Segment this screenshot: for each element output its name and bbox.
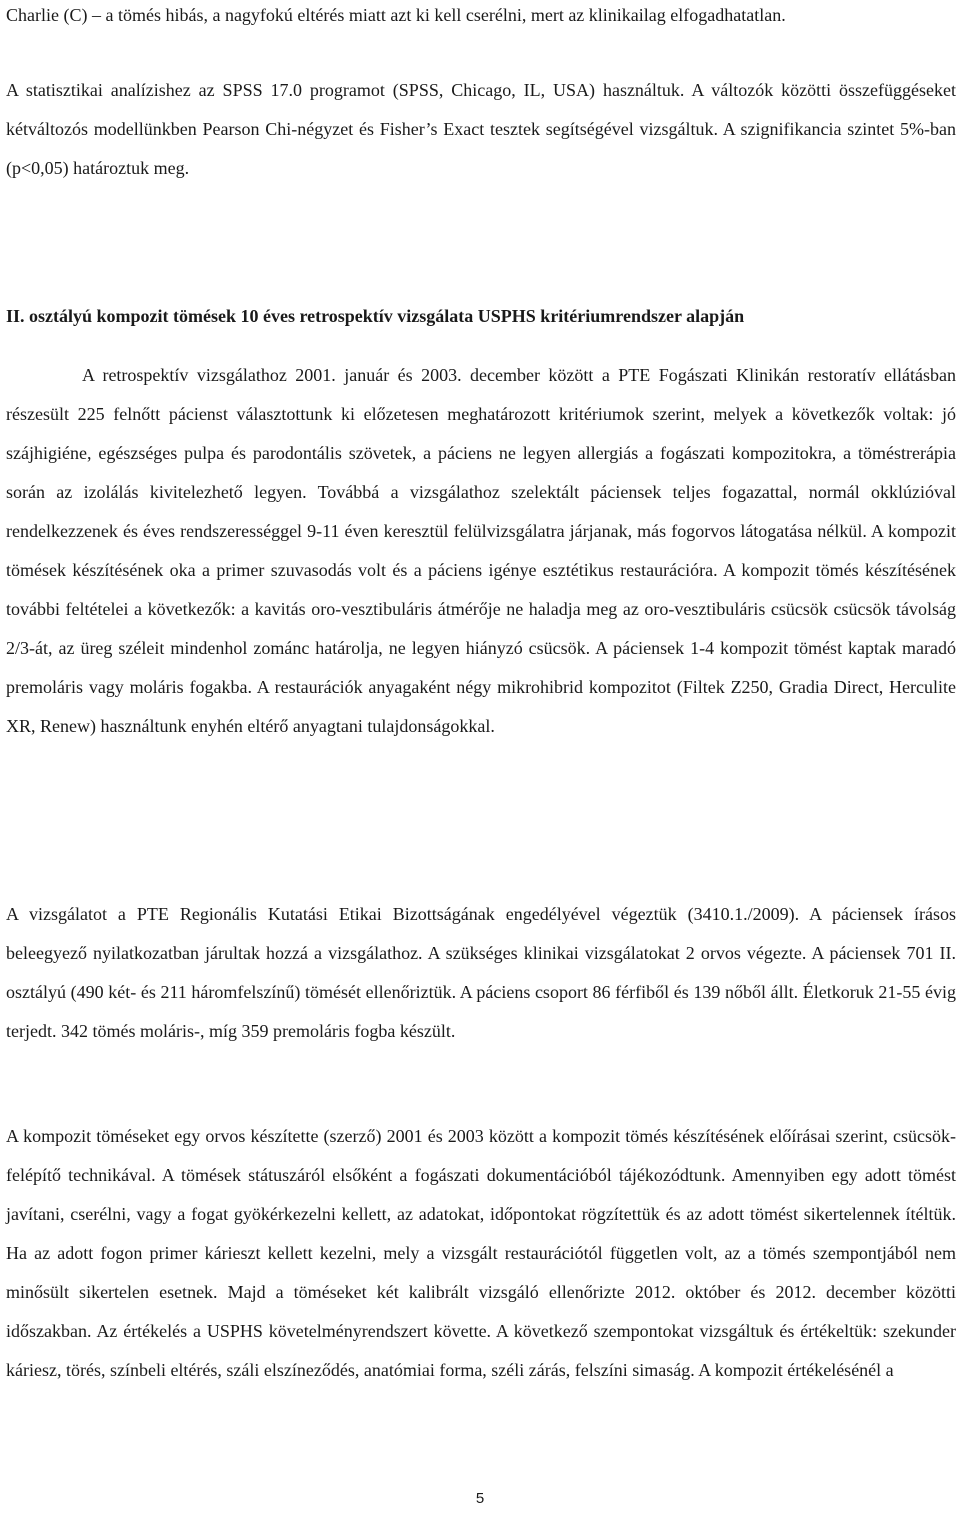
section-heading: II. osztályú kompozit tömések 10 éves retrospektív vizsgálata USPHS kritériumrendszer alapján [6,306,745,326]
paragraph-statistics: A statisztikai analízishez az SPSS 17.0 programot (SPSS, Chicago, IL, USA) használtuk. A változók közötti összefüggéseket kétváltozós modellünkben Pearson Chi-négyzet és Fisher’s Exact tesztek segítségével vizsgáltuk. A szignifikancia szintet 5%-ban (p<0,05) határoztuk meg. [6,80,956,178]
page-number: 5 [475,1490,485,1507]
paragraph-methods: A retrospektív vizsgálathoz 2001. január és 2003. december között a PTE Fogászati Klinikán restoratív ellátásban részesült 225 felnőtt pácienst választottunk ki előzetesen meghatározott kritériumok szerint, melyek a következők voltak: jó szájhigiéne, egészséges pulpa és parodontális szövetek, a páciens ne legyen allergiás a fogászati kompozitokra, a töméstrerápia során az izolálás kivitelezhető legyen. Továbbá a vizsgálathoz szelektált páciensek teljes fogazattal, normál okklúzióval rendelkezzenek és éves rendszerességgel 9-11 éven keresztül felülvizsgálatra járjanak, más fogorvos látogatása nélkül. A kompozit tömések készítésének oka a primer szuvasodás volt és a páciens igénye esztétikus restaurációra. A kompozit tömés készítésének további feltételei a következők: a kavitás oro-vesztibuláris átmérője ne haladja meg az oro-vesztibuláris csücsök csücsök távolság 2/3-át, az üreg széleit mindenhol zománc határolja, ne legyen hiányzó csücsök. A páciensek 1-4 kompozit tömést kaptak maradó premoláris vagy moláris fogakba. A restaurációk anyagaként négy mikrohibrid kompozitot (Filtek Z250, Gradia Direct, Herculite XR, Renew) használtunk enyhén eltérő anyagtani tulajdonságokkal. [6,365,956,736]
paragraph-charlie-criterion: Charlie (C) – a tömés hibás, a nagyfokú eltérés miatt azt ki kell cserélni, mert az klinikailag elfogadhatatlan. [6,5,786,25]
paragraph-evaluation: A kompozit töméseket egy orvos készítette (szerző) 2001 és 2003 között a kompozit tömés készítésének előírásai szerint, csücsök-felépítő technikával. A tömések státuszáról elsőként a fogászati dokumentációból tájékozódtunk. Amennyiben egy adott tömést javítani, cserélni, vagy a fogat gyökérkezelni kellett, az adatokat, időpontokat rögzítettük és az adott tömést sikertelennek ítéltük. Ha az adott fogon primer kárieszt kellett kezelni, mely a vizsgált restaurációtól független volt, az a tömés szempontjából nem minősült sikertelen esetnek. Majd a töméseket két kalibrált vizsgáló ellenőrizte 2012. október és 2012. december közötti időszakban. Az értékelés a USPHS követelményrendszert követte. A következő szempontokat vizsgáltuk és értékeltük: szekunder káriesz, törés, színbeli eltérés, száli elszíneződés, anatómiai forma, széli zárás, felszíni simaság. A kompozit értékelésénél a [6,1126,956,1380]
paragraph-ethics: A vizsgálatot a PTE Regionális Kutatási Etikai Bizottságának engedélyével végeztük (3410.1./2009). A páciensek írásos beleegyező nyilatkozatban járultak hozzá a vizsgálathoz. A szükséges klinikai vizsgálatokat 2 orvos végezte. A páciensek 701 II. osztályú (490 két- és 211 háromfelszínű) tömését ellenőriztük. A páciens csoport 86 férfiből és 139 nőből állt. Életkoruk 21-55 évig terjedt. 342 tömés moláris-, míg 359 premoláris fogba készült. [6,904,956,1041]
